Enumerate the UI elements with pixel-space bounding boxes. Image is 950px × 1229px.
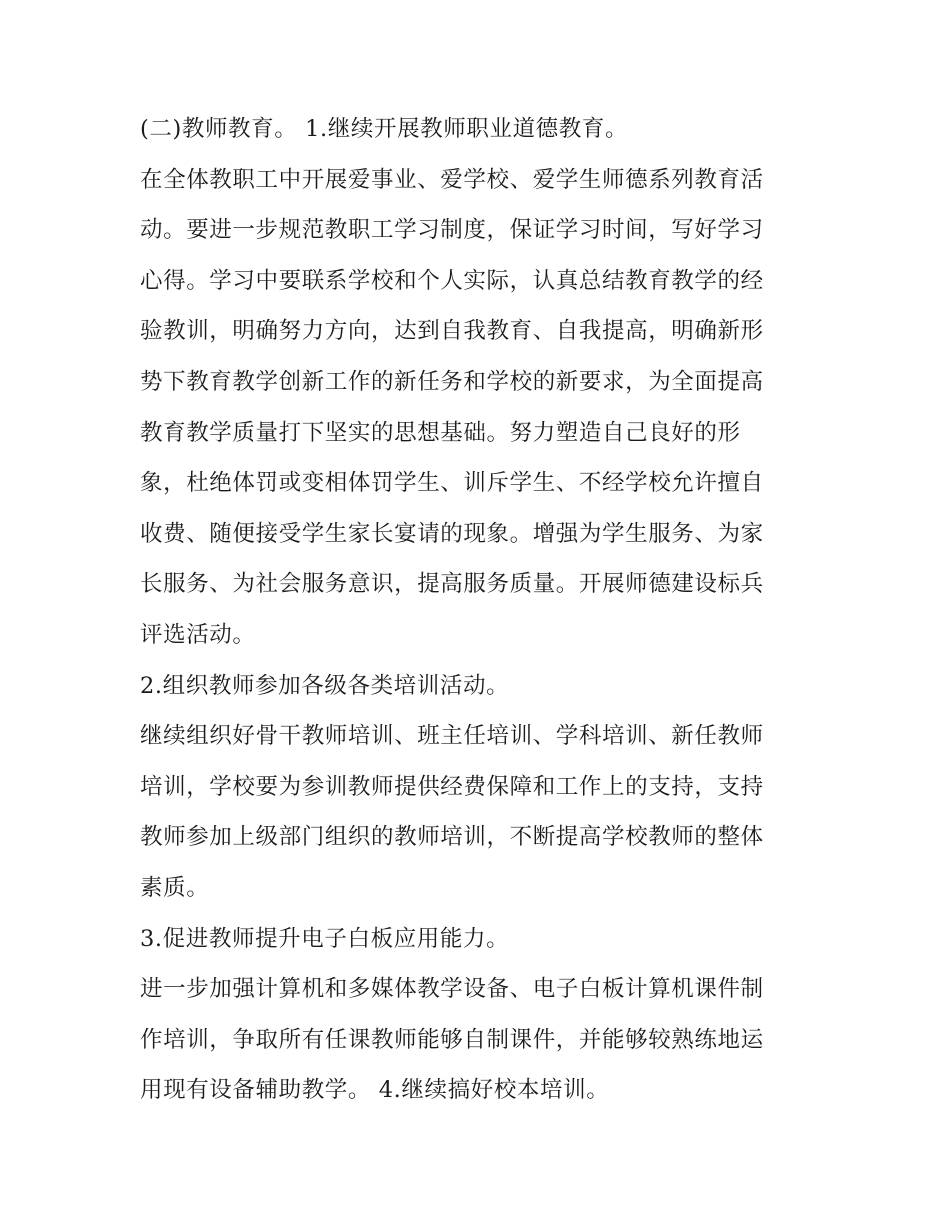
text-line: 动。要进一步规范教职工学习制度，保证学习时间，写好学习 [140,217,764,244]
text-line: 在全体教职工中开展爱事业、爱学校、爱学生师德系列教育活 [140,166,764,193]
text-line: 长服务、为社会服务意识，提高服务质量。开展师德建设标兵 [140,571,764,598]
text-line: 进一步加强计算机和多媒体教学设备、电子白板计算机课件制 [140,976,764,1003]
text-line: 收费、随便接受学生家长宴请的现象。增强为学生服务、为家 [140,520,764,547]
text-line: 3.促进教师提升电子白板应用能力。 [140,925,510,952]
document-body [140,104,820,1116]
text-line: 势下教育教学创新工作的新任务和学校的新要求，为全面提高 [140,368,764,395]
text-line: 象，杜绝体罚或变相体罚学生、训斥学生、不经学校允许擅自 [140,470,764,497]
text-line: 心得。学习中要联系学校和个人实际，认真总结教育教学的经 [140,267,764,294]
text-line: 用现有设备辅助教学。 4.继续搞好校本培训。 [140,1077,610,1104]
text-line: 教育教学质量打下坚实的思想基础。努力塑造自己良好的形 [140,419,741,446]
text-line: (二)教师教育。 1.继续开展教师职业道德教育。 [140,116,629,142]
text-line: 作培训，争取所有任课教师能够自制课件，并能够较熟练地运 [140,1026,764,1053]
text-line: 培训，学校要为参训教师提供经费保障和工作上的支持，支持 [140,773,764,800]
text-line: 继续组织好骨干教师培训、班主任培训、学科培训、新任教师 [140,723,764,750]
text-line: 验教训，明确努力方向，达到自我教育、自我提高，明确新形 [140,318,764,345]
text-line: 素质。 [140,874,210,901]
text-line: 教师参加上级部门组织的教师培训，不断提高学校教师的整体 [140,824,764,851]
text-line: 2.组织教师参加各级各类培训活动。 [140,672,510,699]
text-line: 评选活动。 [140,621,256,648]
